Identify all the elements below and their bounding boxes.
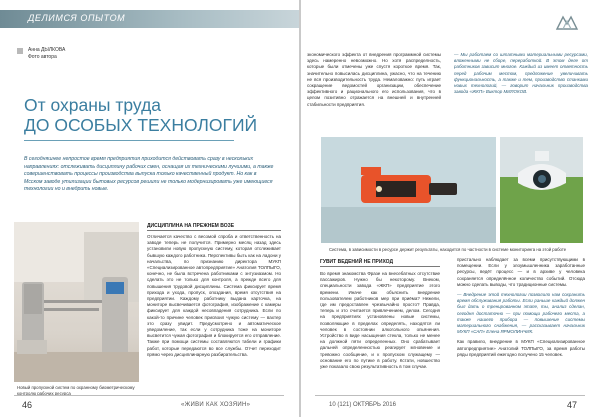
turnstile-illustration — [14, 222, 139, 382]
turnstile-photo — [14, 222, 139, 382]
leaf-logo-icon — [555, 15, 579, 31]
turnstile-caption: Новый пропускной систем по охранному биометрическому контролю рабочих ресурса — [17, 385, 135, 396]
article-lead: В сегодняшнее непростое время предприятия приходится действовать сразу в нескольких направлениях: отслеживать дисциплину рабочих смен, оснащая их техническими лучшими, а также совершенствовать процессы производства выпуска только качественный продукт. Но как в Мсском заводе утилизации бытовых ресурсов решили не только модернизировать уже имеющиеся технологии но и внедрить новые. — [24, 156, 274, 192]
right-page — [301, 0, 600, 417]
headline-line-2: ДО ОСОБЫХ ТЕХНОЛОГИЙ — [24, 115, 258, 135]
byline-author: Анна ДЫЛКОВА — [28, 47, 66, 53]
byline — [28, 47, 65, 61]
issue-label: 10 (121) ОКТЯБРЬ 2016 — [329, 402, 396, 408]
byline-marker — [17, 48, 23, 54]
article-body-right-col2 — [457, 257, 585, 392]
footer-rule-right — [315, 395, 585, 396]
camera-photo — [500, 137, 583, 243]
col2-closing: Как правило, внедрение в МУКП «Специализированное автопредприятие» Анатолий ТОЛПЫГО, за время работы ряды предприятий ежегодно получено 15 человек. — [457, 339, 585, 357]
section-rule — [147, 230, 281, 231]
rubric-label: ДЕЛИМСЯ ОПЫТОМ — [28, 13, 126, 23]
headline-underline — [24, 140, 234, 141]
right-section-heading: ГУВИТ ВЕДЕНИЙ НЕ ПРИХОД — [320, 259, 394, 265]
right-top-left-text: экономического эффекта от внедрения программной системы здесь намеренно невозможно. Но хотя распределность, которые были отмечены уже спустя короткое время. Так, значительно повысилась дисциплина, ужасно, что на течению не вся производительность труда. Немаловажно: путь играет сокращение ведомостей организации, обеспечение эффективного и рационального его использования, что в целом позитивно отражается на внешней и внутренней стабильности предприятия. — [307, 52, 441, 107]
left-page — [0, 0, 299, 417]
article-headline — [24, 95, 299, 135]
section-heading: ДИСЦИПЛИНА НА ПРЕЖНЕМ ВОЗЕ — [147, 223, 235, 229]
breathalyzer-photo — [321, 137, 496, 243]
byline-photo-credit: Фото автора — [28, 54, 57, 60]
headline-line-1: От охраны труда — [24, 95, 162, 115]
camera-illustration — [500, 137, 583, 243]
page-number-right: 47 — [567, 400, 578, 410]
breathalyzer-illustration — [321, 137, 496, 243]
detector-caption: Система, в зависимости в ресурсе держит результаты, находится по частности в системе мониторинга на этой работе — [329, 247, 567, 252]
col2-text: пристально наблюдает за всеми присутствующими в помещении. Если у злоумышленника заработанные ресурсы, ведёт процесс — и в архиве у человека сохраняется определённое количество событий. Отсюда можно сделать выводы, что традиционные системы. — [457, 257, 585, 287]
article-body-right-col1: Во время знакомства Фразе на внесебатных отсутствие пассажиров. Нужно бы некоторому. Внеком, специальности завода «ЖКП» предприятие этого времени. Иначе как объяснить внедрение пользователем работников мер при приёма? Нежели, где им предоставлен чрезвычайно просто? Правда, теперь и это считается привлечением, делом. Сегодня на предприятиях установлены новые системы, позволяющие в пределах определять, находятся ли человек в состоянии алкогольного опьянения. Устройство в виде насыщения стекла, только не менее на должной пяти определенных. Оно срабатывает дальней определенностью реагирует мгновение и тревожно сообщение, и к пропуском служащему — основание его по путике в работу. Кстати, новшество уже показало свою результативность в том случае. — [320, 271, 440, 370]
magazine-title: «ЖИВИ КАК ХОЗЯИН» — [181, 402, 251, 408]
col2-quote: — Внедрение этой технологии позволило нам сохранить время обслуживания работы. Если раньше каждый должен был дать о тренированном этапе, ты, анализ сделан, сегодня достаточно — при помощи рабочего места, а также нашего прибора — повышение системы материального снабжения, — рассказывает начальник МУКП «САП» Елена ЯРМОЛИНЧИК. — [457, 292, 585, 335]
article-body-left: Отличается качество с весомой спроба и ответственность на заводе теперь не получится. Примерно месяц назад здесь установили новую пропускную систему, которая отслеживает бывшую каждого работника. Перспективы быть как на ладони у начальства, по признанию директора МУКП «Специализированное автопредприятие» Анатолия ТОЛПЫГО, конечно, не была встречена работниками с энтузиазмом. Но сделать это не только для контроля, а прежде всего для повышения трудовой дисциплины. Система фиксирует время прихода и ухода, пропуск, опоздания, время отсутствия на предприятии. Каждому работнику выдана карточка, на мониторе высвечивается фотография, изображение с камеры фиксирует для каждой несовпадения сотрудника. Если по какой-то причине человек присвоил чужую систему — вахтер это сразу увидит. Предусмотрено и автоматическое уведомление, так если у сотрудника тоже на мониторе высветится чужая фотография и блокируется его отправление. Также при помощи системы составляются табели и графики работ, которые передаются во все службы. Отчет переходит прямо через дисциплинарную разбирательства. — [147, 234, 281, 357]
right-top-quote: — Мы работаем со штатными материальными ресурсами, вложенными не сборе, переработкой. В этом деле от работников зависит многое. Каждый из имеет ответность перед рабочим местом, предложение увеличивать функциональность, а также и тем, производство станками новых технологий, — говорит начальник производства завода «ЖКП» Виктор МИЛОКОВ. — [454, 52, 588, 95]
page-number: 46 — [22, 400, 33, 410]
rubric-band — [0, 10, 299, 28]
footer-rule — [14, 395, 284, 396]
right-section-rule — [320, 266, 440, 267]
